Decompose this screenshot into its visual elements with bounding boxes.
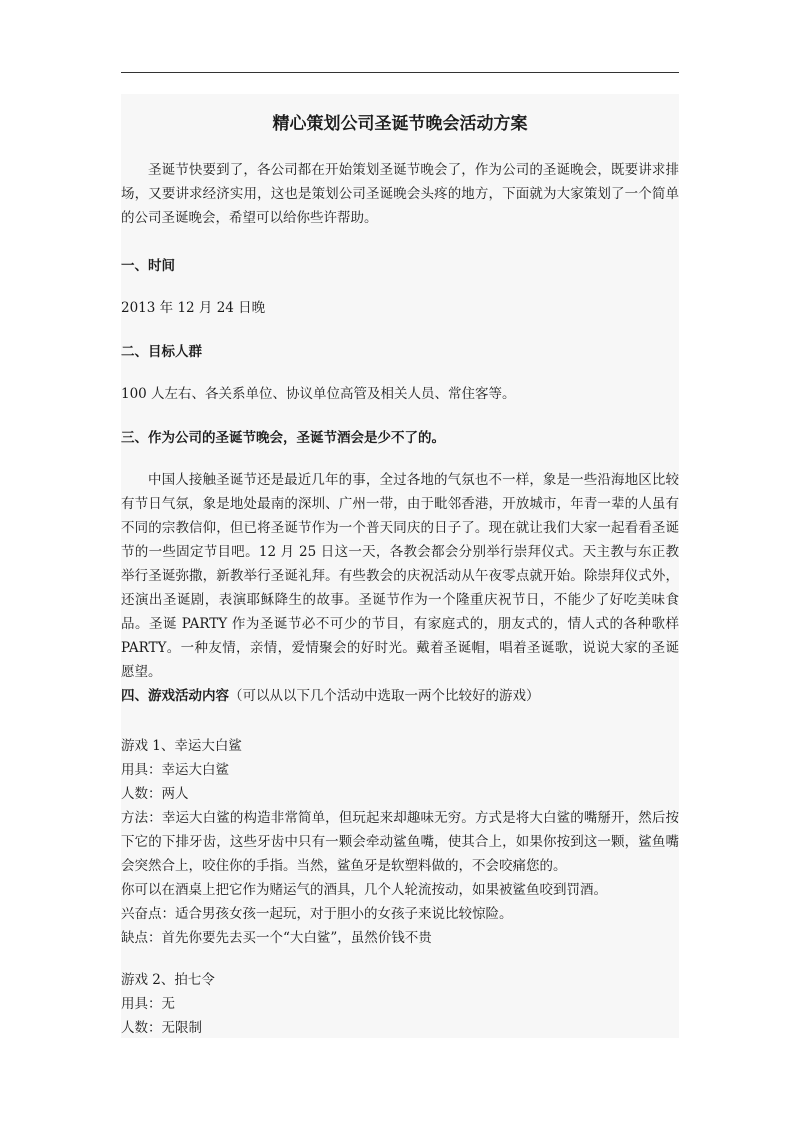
game2-name: 游戏 2、拍七令 (121, 972, 215, 988)
section-heading-games-note: （可以从以下几个活动中选取一两个比较好的游戏） (229, 688, 540, 704)
game2-people: 人数：无限制 (121, 1020, 202, 1036)
section-body-time: 2013 年 12 月 24 日晚 (121, 300, 266, 316)
game1-method: 方法：幸运大白鲨的构造非常简单，但玩起来却趣味无穷。方式是将大白鲨的嘴掰开，然后按下它的下排牙齿，这些牙齿中只有一颗会牵动鲨鱼嘴，使其合上，如果你按到这一颗，鲨鱼嘴会突然合上，咬住你的手指。当然，鲨鱼牙是软塑料做的，不会咬痛您的。 (121, 810, 679, 874)
section-heading-audience: 二、目标人群 (121, 344, 202, 360)
document-title: 精心策划公司圣诞节晚会活动方案 (272, 114, 528, 134)
document-body (121, 94, 679, 1038)
intro-paragraph: 圣诞节快要到了，各公司都在开始策划圣诞节晚会了，作为公司的圣诞晚会，既要讲求排场，又要讲求经济实用，这也是策划公司圣诞晚会头疼的地方，下面就为大家策划了一个简单的公司圣诞晚会，希望可以给你些许帮助。 (121, 162, 679, 226)
game2-tool: 用具：无 (121, 996, 175, 1012)
section-body-party: 中国人接触圣诞节还是最近几年的事，全过各地的气氛也不一样，象是一些沿海地区比较有节日气氛，象是地处最南的深圳、广州一带，由于毗邻香港，开放城市，年青一辈的人虽有不同的宗教信仰，但已将圣诞节作为一个普天同庆的日子了。现在就让我们大家一起看看圣诞节的一些固定节目吧。12 月 25 日这一天，各教会都会分别举行崇拜仪式。天主教与东正教举行圣诞弥撒，新教举行圣诞礼拜。有些教会的庆祝活动从午夜零点就开始。除崇拜仪式外，还演出圣诞剧，表演耶稣降生的故事。圣诞节作为一个隆重庆祝节日，不能少了好吃美味食品。圣诞 PARTY 作为圣诞节必不可少的节目，有家庭式的，朋友式的，情人式的各种歌样 PARTY。一种友情，亲情，爱情聚会的好时光。戴着圣诞帽，唱着圣诞歌，说说大家的圣诞愿望。 (121, 472, 679, 680)
game1-excite: 兴奋点：适合男孩女孩一起玩，对于胆小的女孩子来说比较惊险。 (121, 906, 513, 922)
game1-drawback: 缺点：首先你要先去买一个“大白鲨”，虽然价钱不贵 (121, 930, 432, 946)
game1-name: 游戏 1、幸运大白鲨 (121, 738, 242, 754)
header-rule (121, 72, 679, 73)
section-heading-time: 一、时间 (121, 258, 175, 274)
section-heading-games (121, 684, 679, 708)
section-heading-games-label: 四、游戏活动内容 (121, 688, 229, 704)
game1-tool: 用具：幸运大白鲨 (121, 762, 229, 778)
game1-tip: 你可以在酒桌上把它作为赌运气的酒具，几个人轮流按动，如果被鲨鱼咬到罚酒。 (121, 882, 607, 898)
section-body-audience: 100 人左右、各关系单位、协议单位高管及相关人员、常住客等。 (121, 386, 516, 402)
section-heading-party: 三、作为公司的圣诞节晚会，圣诞节酒会是少不了的。 (121, 430, 445, 446)
game1-people: 人数：两人 (121, 786, 189, 802)
